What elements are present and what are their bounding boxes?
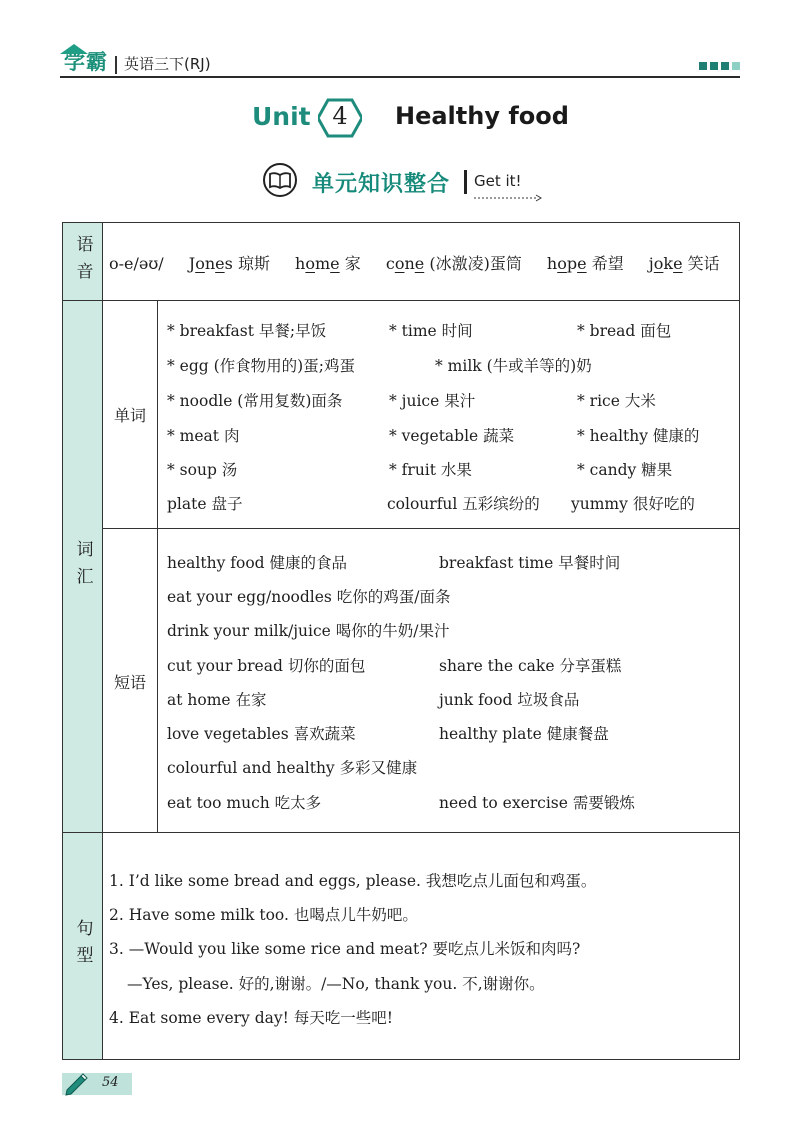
sentence-line: 1. I’d like some bread and eggs, please. 我想吃点儿面包和鸡蛋。 [109, 872, 597, 890]
word-entry: * juice 果汁 [389, 392, 476, 410]
word-entry: * soup 汤 [167, 461, 238, 479]
subcategory-phrases: 短语 [113, 673, 146, 692]
word-entry: * vegetable 蔬菜 [389, 427, 515, 445]
sentence-line: 2. Have some milk too. 也喝点儿牛奶吧。 [109, 906, 418, 924]
row-divider [63, 300, 739, 301]
phonics-sound: o-e/əʊ/ [109, 254, 164, 273]
word-entry: * time 时间 [389, 322, 473, 340]
phrase-entry: love vegetables 喜欢蔬菜 [167, 725, 356, 743]
sentence-line: 4. Eat some every day! 每天吃一些吧! [109, 1009, 394, 1027]
word-entry: * candy 糖果 [577, 461, 673, 479]
book-subtitle: 英语三下(RJ) [124, 55, 211, 73]
category-phonics [63, 223, 102, 301]
brand-name: 学霸 [64, 50, 108, 74]
word-entry: * healthy 健康的 [577, 427, 700, 445]
subcategory-words: 单词 [113, 406, 146, 425]
category-phonics-label: 语音 [72, 235, 93, 289]
phonics-word: home 家 [295, 254, 361, 273]
category-sentences-label: 句型 [72, 919, 93, 973]
phrase-entry: colourful and healthy 多彩又健康 [167, 759, 418, 777]
unit-number: 4 [332, 102, 348, 130]
unit-name: Healthy food [395, 102, 569, 130]
word-entry: yummy 很好吃的 [571, 495, 695, 513]
phrase-entry: eat your egg/noodles 吃你的鸡蛋/面条 [167, 588, 451, 606]
word-entry: * egg (作食物用的)蛋;鸡蛋 [167, 357, 355, 375]
word-entry: * rice 大米 [577, 392, 656, 410]
phrase-entry: junk food 垃圾食品 [439, 691, 580, 709]
word-entry: * bread 面包 [577, 322, 672, 340]
phrase-entry: drink your milk/juice 喝你的牛奶/果汁 [167, 622, 450, 640]
word-entry: * milk (牛或羊等的)奶 [435, 357, 592, 375]
row-divider [63, 832, 739, 833]
page-number: 54 [102, 1075, 119, 1090]
phrase-entry: need to exercise 需要锻炼 [439, 794, 635, 812]
pencil-icon [64, 1070, 90, 1096]
word-entry: colourful 五彩缤纷的 [387, 495, 540, 513]
logo-divider [115, 56, 117, 74]
unit-title-row [0, 92, 800, 146]
open-book-icon [262, 162, 298, 198]
word-entry: * noodle (常用复数)面条 [167, 392, 343, 410]
phonics-word: cone (冰激凌)蛋筒 [385, 254, 522, 273]
section-heading [262, 160, 562, 204]
word-entry: plate 盘子 [167, 495, 243, 513]
section-divider [464, 170, 467, 194]
section-title: 单元知识整合 [312, 172, 451, 197]
knowledge-table [62, 222, 740, 1060]
header-decoration [699, 62, 740, 70]
row-divider [102, 528, 739, 529]
dotted-arrow-icon [474, 194, 544, 202]
header-rule [60, 76, 740, 78]
phrase-entry: healthy food 健康的食品 [167, 554, 347, 572]
unit-label: Unit [252, 102, 311, 131]
phonics-word: Jones 琼斯 [188, 254, 270, 273]
word-entry: * meat 肉 [167, 427, 240, 445]
page-header [60, 40, 740, 80]
phonics-word: hope 希望 [546, 254, 624, 273]
phrase-entry: breakfast time 早餐时间 [439, 554, 621, 572]
sentence-line: —Yes, please. 好的,谢谢。/—No, thank you. 不,谢谢你。 [127, 975, 545, 993]
phrase-entry: at home 在家 [167, 691, 267, 709]
phrase-entry: share the cake 分享蛋糕 [439, 657, 622, 675]
sentence-line: 3. —Would you like some rice and meat? 要吃点儿米饭和肉吗? [109, 940, 581, 958]
word-entry: * breakfast 早餐;早饭 [167, 322, 327, 340]
graduation-cap-icon [60, 44, 88, 54]
brand-logo [60, 40, 211, 76]
subcategory-divider [157, 301, 158, 832]
category-vocab [63, 301, 102, 833]
category-vocab-label: 词汇 [72, 540, 93, 594]
phonics-word: joke 笑话 [648, 254, 720, 273]
section-tag: Get it! [474, 172, 522, 190]
phonics-row [109, 251, 720, 274]
word-entry: * fruit 水果 [389, 461, 472, 479]
phrase-entry: healthy plate 健康餐盘 [439, 725, 609, 743]
phrase-entry: cut your bread 切你的面包 [167, 657, 366, 675]
category-sentences [63, 833, 102, 1059]
phrase-entry: eat too much 吃太多 [167, 794, 322, 812]
